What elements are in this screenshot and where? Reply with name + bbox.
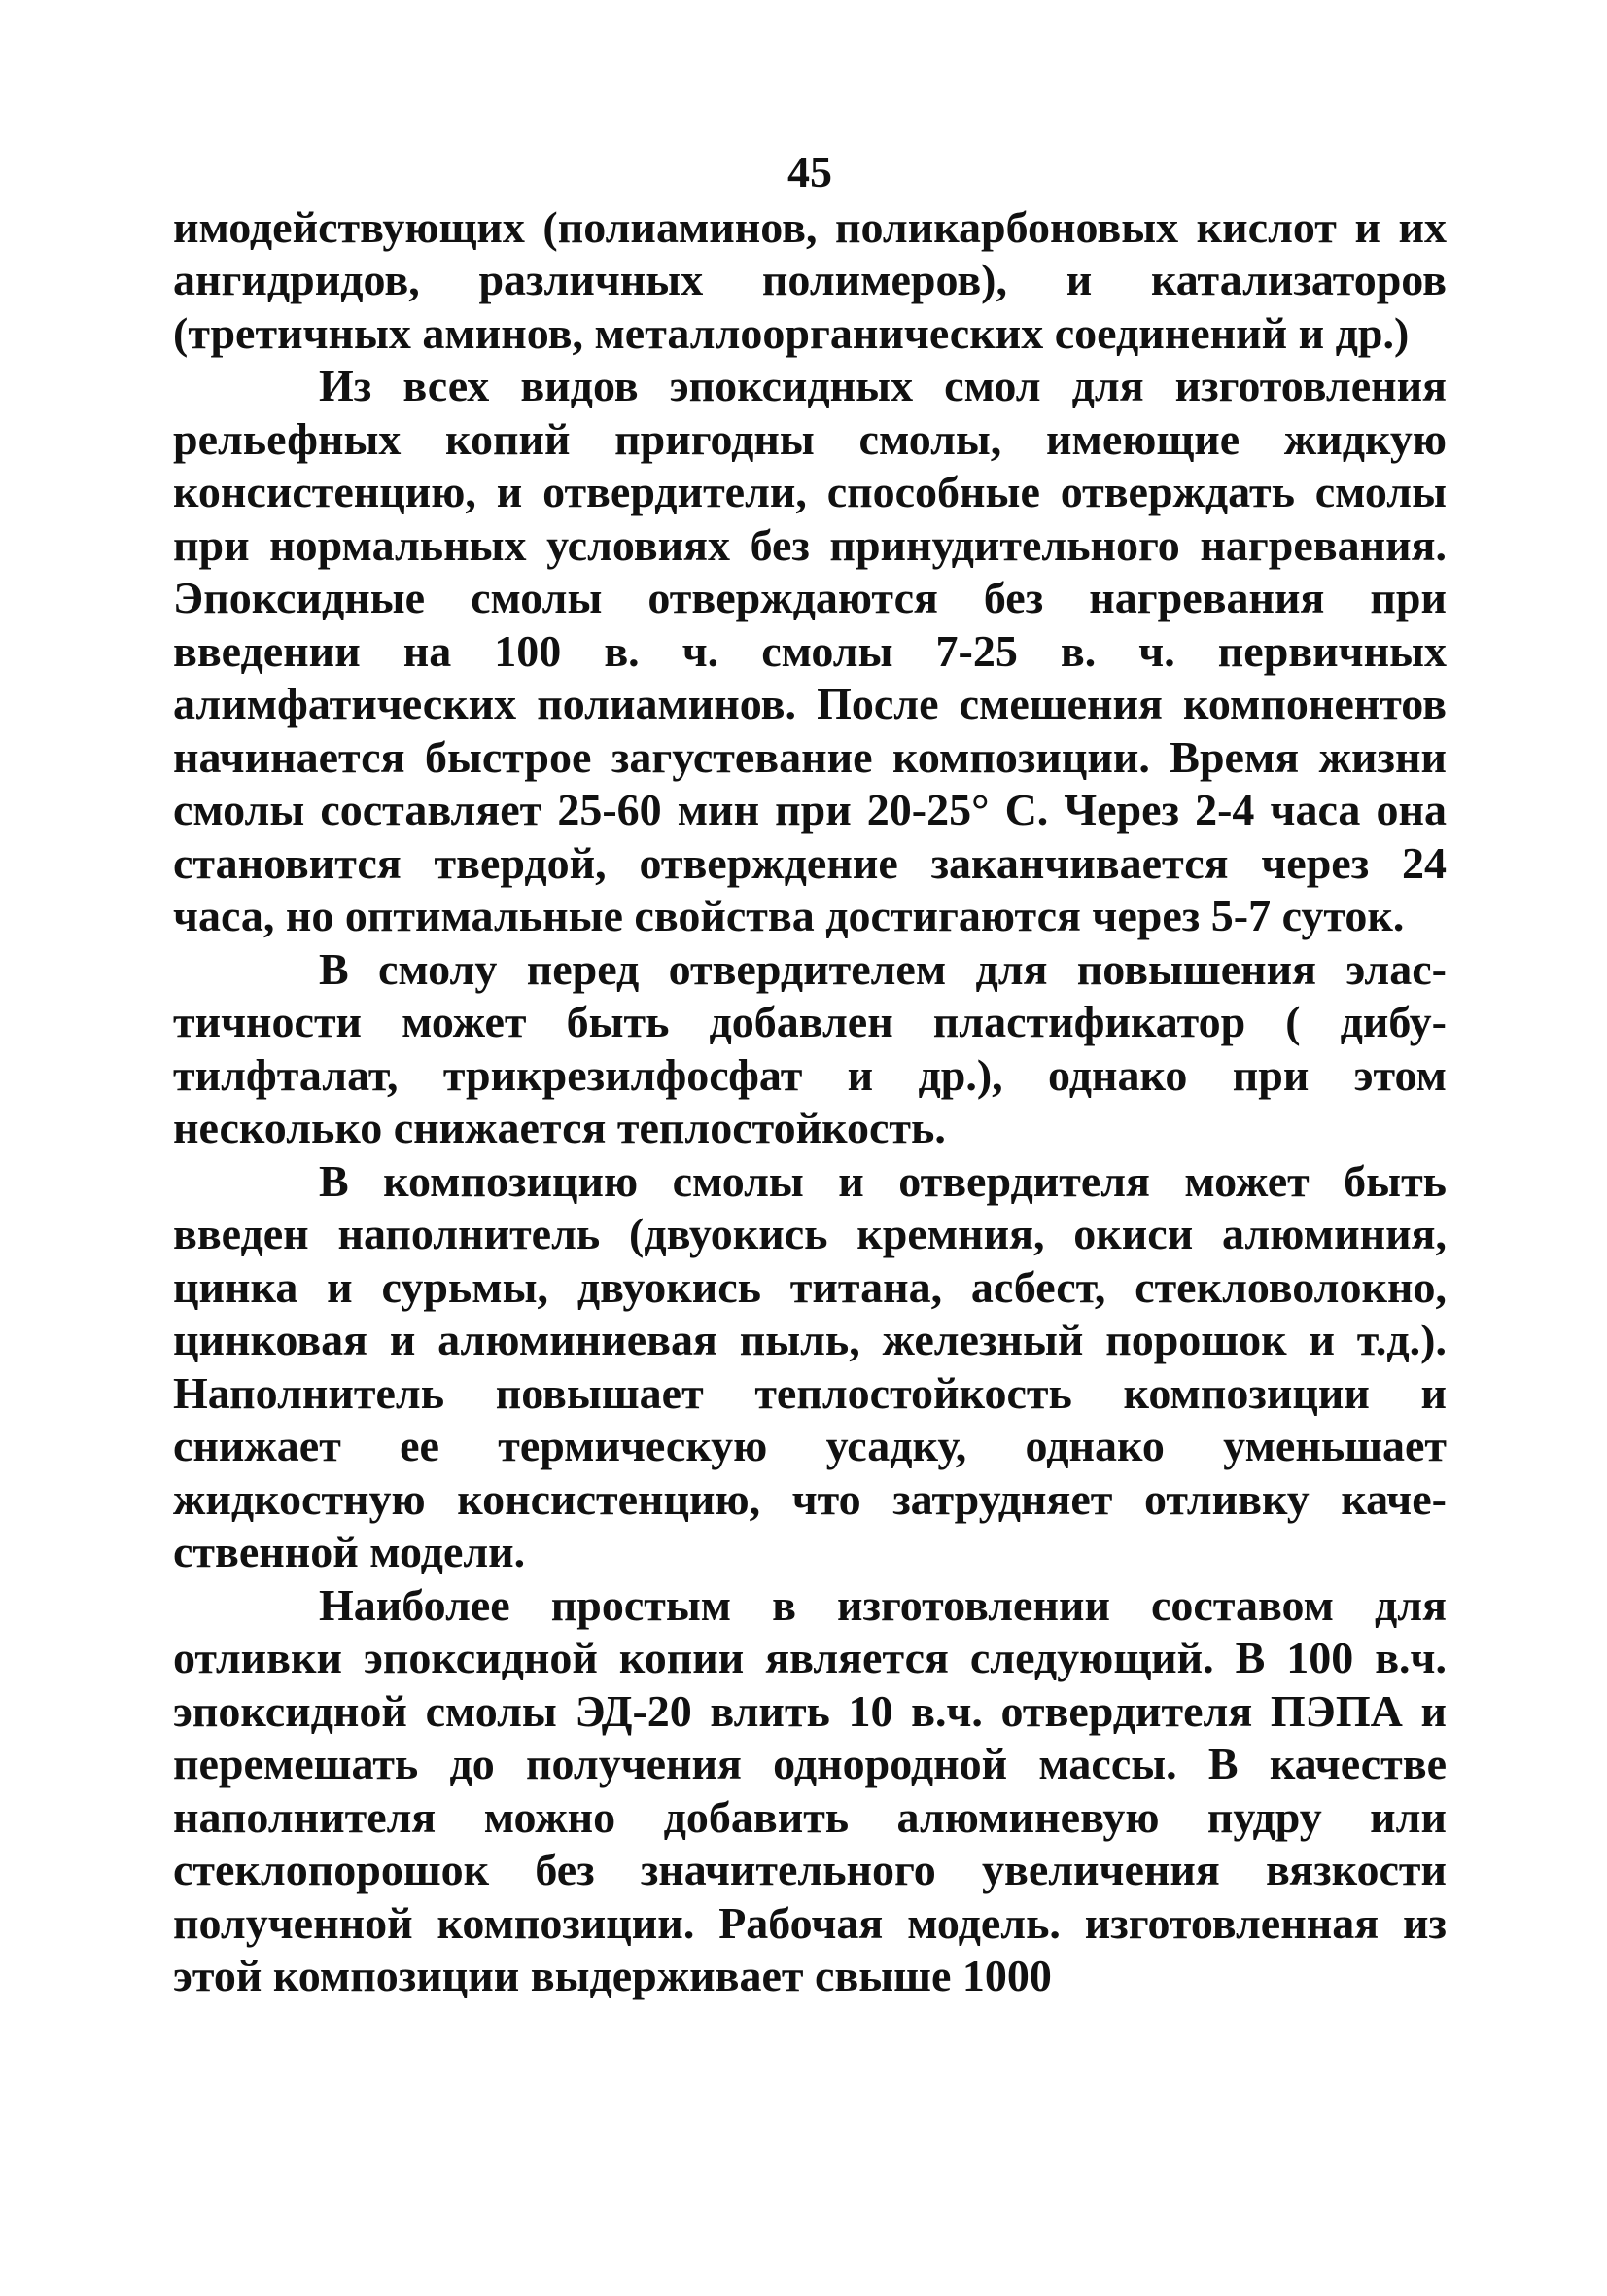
paragraph-continuation: имодействующих (полиаминов, поликарбоновых кислот и их ангидридов, различных полимеров), и катализаторов (третичных аминов, металлоорганических соединений и др.) [173, 201, 1447, 358]
paragraph-epoxy-resins: Из всех видов эпоксидных смол для изготовления рельефных копий пригодны смолы, имеющие жидкую консистенцию, и отвердители, способные отверждать смолы при нормальных условиях без принудительного нагревания. Эпоксидные смолы отверждаются без нагревания при введении на 100 в. ч. смолы 7-25 в. ч. первичных алимфатических полиаминов. После смешения компонентов начинается быстрое загустевание композиции. Время жизни смолы составляет 25-60 мин при 20-25° С. Через 2-4 часа она становится твердой, отверждение заканчивается через 24 часа, но оптимальные свойства достигаются через 5-7 суток. [173, 361, 1447, 940]
paragraph-plasticizer: В смолу перед отвердителем для повышения эластичности может быть добавлен пластификатор ( дибутилфталат, трикрезилфосфат и др.), однако при этом несколько снижается теплостойкость. [173, 943, 1447, 1152]
page-number: 45 [787, 147, 832, 196]
document-page [173, 146, 1447, 2003]
paragraph-composition: Наиболее простым в изготовлении составом для отливки эпоксидной копии является следующий. В 100 в.ч. эпоксидной смолы ЭД-20 влить 10 в.ч. отвердителя ПЭПА и перемешать до получения однородной массы. В качестве наполнителя можно добавить алюминевую пудру или стеклопорошок без значительного увеличения вязкости полученной композиции. Рабочая модель. изготовленная из этой композиции выдерживает свыше 1000 [173, 1579, 1447, 2000]
paragraph-filler: В композицию смолы и отвердителя может быть введен наполнитель (двуокись кремния, окиси алюминия, цинка и сурьмы, двуокись титана, асбест, стекловолокно, цинковая и алюминиевая пыль, железный порошок и т.д.). Наполнитель повышает теплостойкость композиции и снижает ее термическую усадку, однако уменьшает жидкостную консистенцию, что затрудняет отливку качественной модели. [173, 1155, 1447, 1576]
